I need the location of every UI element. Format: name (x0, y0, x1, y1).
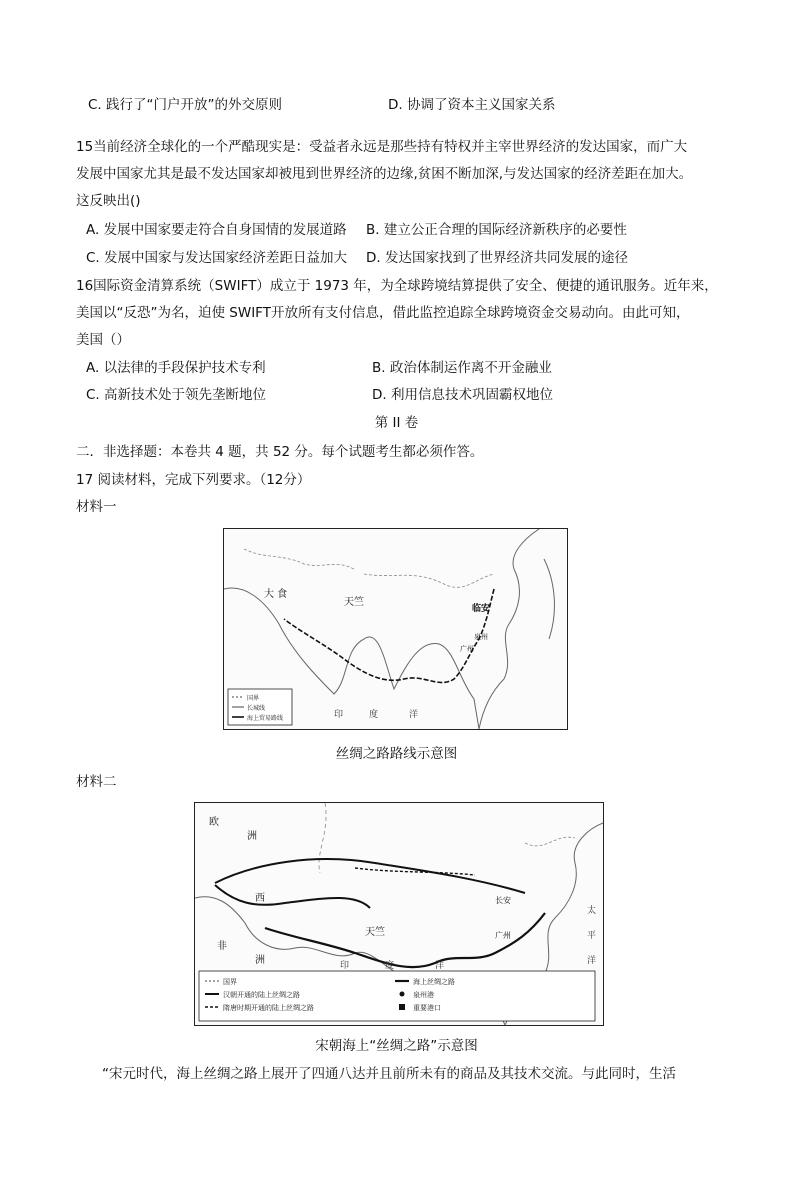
map1-label-quanzhou: 泉州 (474, 633, 488, 641)
q16-option-b: B. 政治体制运作离不开金融业 (372, 360, 552, 376)
map2-label-tianzhu: 天竺 (365, 927, 385, 938)
map2-legend-5: 泉州港 (413, 991, 434, 999)
q14-option-d: D. 协调了资本主义国家关系 (388, 97, 556, 113)
map2-label-tai: 太 (587, 906, 597, 916)
map1-label-linan: 临安 (472, 604, 491, 614)
map2-label-ping: 平 (587, 931, 597, 941)
map2-label-yang2: 洋 (587, 956, 597, 966)
q16-stem-line3: 美国（） (76, 332, 130, 348)
map2-caption: 宋朝海上“丝绸之路”示意图 (315, 1038, 478, 1054)
silk-road-map-graphic (224, 529, 567, 729)
q15-option-b: B. 建立公正合理的国际经济新秩序的必要性 (366, 222, 627, 238)
q16-option-a: A. 以法律的手段保护技术专利 (86, 360, 266, 376)
map2-legend-1: 国界 (223, 978, 237, 986)
map1-legend-3: 海上贸易路线 (247, 715, 284, 722)
map1-label-du: 度 (369, 710, 379, 720)
map2-label-guangzhou: 广州 (495, 931, 511, 940)
map1-legend-2: 长城线 (247, 705, 266, 712)
q17-quote: “宋元时代，海上丝绸之路上展开了四通八达并且前所未有的商品及其技术交流。与此同时，生活 (102, 1066, 676, 1082)
song-map-graphic (195, 803, 603, 1025)
map2-legend-4: 海上丝绸之路 (413, 978, 455, 986)
q15-option-d: D. 发达国家找到了世界经济共同发展的途径 (366, 250, 628, 266)
map2-label-yin: 印 (340, 961, 350, 971)
q15-option-c: C. 发展中国家与发达国家经济差距日益加大 (86, 250, 348, 266)
map2-label-du: 度 (385, 961, 395, 971)
q15-stem-line1: 15当前经济全球化的一个严酷现实是：受益者永远是那些持有特权并主宰世界经济的发达国家，而广大 (76, 139, 688, 155)
q15-option-a: A. 发展中国家要走符合自身国情的发展道路 (86, 222, 347, 238)
map2-label-changan: 长安 (495, 896, 511, 905)
map2-label-xi: 西 (255, 893, 265, 904)
map2-label-zhou2: 洲 (255, 955, 265, 966)
map1-caption: 丝绸之路路线示意图 (335, 746, 458, 762)
map2-legend-3: 隋唐时期开通的陆上丝绸之路 (223, 1004, 314, 1012)
song-maritime-silk-road-map (194, 802, 604, 1026)
q16-stem-line2: 美国以“反恐”为名，迫使 SWIFT开放所有支付信息，借此监控追踪全球跨境资金交易动向。由此可知， (76, 305, 690, 321)
q16-stem-line1: 16国际资金清算系统（SWIFT）成立于 1973 年，为全球跨境结算提供了安全、便捷的通讯服务。近年来， (76, 278, 718, 294)
volume-title: 第 II 卷 (374, 415, 419, 431)
section-heading: 二．非选择题：本卷共 4 题，共 52 分。每个试题考生都必须作答。 (76, 444, 484, 460)
q15-stem-line2: 发展中国家尤其是最不发达国家却被甩到世界经济的边缘,贫困不断加深,与发达国家的经济差距在加大。 (76, 166, 693, 182)
map1-label-guangzhou: 广州 (460, 645, 474, 653)
map2-label-yang: 洋 (435, 961, 445, 971)
map2-legend-6: 重要港口 (413, 1004, 441, 1012)
q14-option-c: C. 践行了“门户开放”的外交原则 (88, 97, 282, 113)
map2-label-zhou: 洲 (247, 831, 257, 842)
map2-label-ou: 欧 (209, 817, 219, 828)
map2-legend-2: 汉朝开通的陆上丝绸之路 (223, 991, 300, 999)
map2-label-fei: 非 (217, 941, 227, 952)
material2-label: 材料二 (76, 774, 117, 790)
map1-legend-1: 国界 (247, 695, 260, 702)
q15-stem-line3: 这反映出() (76, 193, 141, 209)
map1-label-dashi: 大 食 (264, 589, 288, 600)
map1-label-yang: 洋 (409, 710, 419, 720)
map1-label-tianzhu: 天竺 (344, 597, 364, 608)
silk-road-map (223, 528, 568, 730)
q16-option-d: D. 利用信息技术巩固霸权地位 (372, 387, 553, 403)
q17-stem: 17 阅读材料，完成下列要求。（12分） (76, 472, 311, 488)
material1-label: 材料一 (76, 499, 117, 515)
q16-option-c: C. 高新技术处于领先垄断地位 (86, 387, 267, 403)
map1-label-yin: 印 (334, 710, 344, 720)
